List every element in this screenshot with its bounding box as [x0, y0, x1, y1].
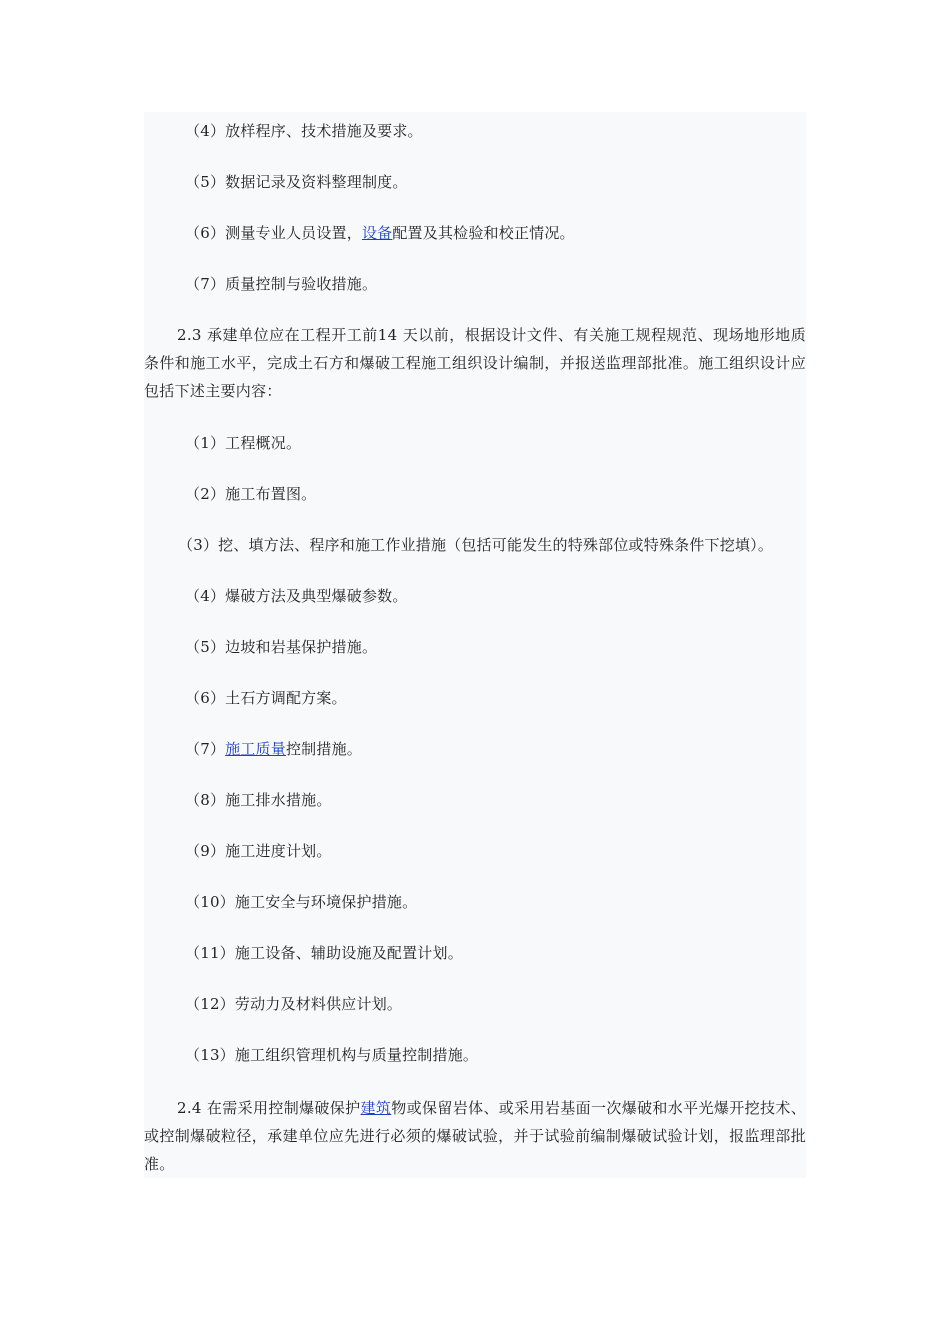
- list-item-text: 配置及其检验和校正情况。: [392, 224, 575, 242]
- paragraph-2-4: [144, 1094, 806, 1178]
- list-item: （6）土石方调配方案。: [185, 689, 347, 707]
- paragraph-text: 物或保留岩体、或采用岩基面一次爆破和水平光爆开挖技术、或控制爆破粒径，承建单位应先进行必须的爆破试验，并于试验前编制爆破试验计划，报监理部批准。: [144, 1099, 807, 1173]
- list-item: （10）施工安全与环境保护措施。: [185, 893, 418, 911]
- equipment-link[interactable]: 设备: [361, 224, 393, 242]
- list-item-text: （7）: [185, 740, 226, 758]
- list-item: （3）挖、填方法、程序和施工作业措施（包括可能发生的特殊部位或特殊条件下挖填）。: [178, 536, 774, 554]
- list-item-text: （6）测量专业人员设置，: [185, 224, 362, 242]
- paragraph-text: 2.4 在需采用控制爆破保护: [177, 1099, 361, 1117]
- list-item: [185, 223, 575, 243]
- list-item: （5）边坡和岩基保护措施。: [185, 638, 378, 656]
- list-item: （1）工程概况。: [185, 434, 302, 452]
- list-item: （13）施工组织管理机构与质量控制措施。: [185, 1046, 479, 1064]
- paragraph-2-3: 2.3 承建单位应在工程开工前14 天以前，根据设计文件、有关施工规程规范、现场地形地质条件和施工水平，完成土石方和爆破工程施工组织设计编制，并报送监理部批准。施工组织设计应包括下述主要内容：: [144, 326, 806, 400]
- building-link[interactable]: 建筑: [360, 1099, 392, 1117]
- list-item: [185, 739, 362, 759]
- list-item: （11）施工设备、辅助设施及配置计划。: [185, 944, 463, 962]
- list-item: （8）施工排水措施。: [185, 791, 332, 809]
- list-item: （9）施工进度计划。: [185, 842, 332, 860]
- list-item: （7）质量控制与验收措施。: [185, 275, 378, 293]
- construction-quality-link[interactable]: 施工质量: [225, 740, 286, 758]
- list-item: （4）放样程序、技术措施及要求。: [185, 122, 423, 140]
- list-item: （12）劳动力及材料供应计划。: [185, 995, 403, 1013]
- list-item: （4）爆破方法及典型爆破参数。: [185, 587, 408, 605]
- list-item: （5）数据记录及资料整理制度。: [185, 173, 408, 191]
- list-item-text: 控制措施。: [285, 740, 362, 758]
- list-item: （2）施工布置图。: [185, 485, 317, 503]
